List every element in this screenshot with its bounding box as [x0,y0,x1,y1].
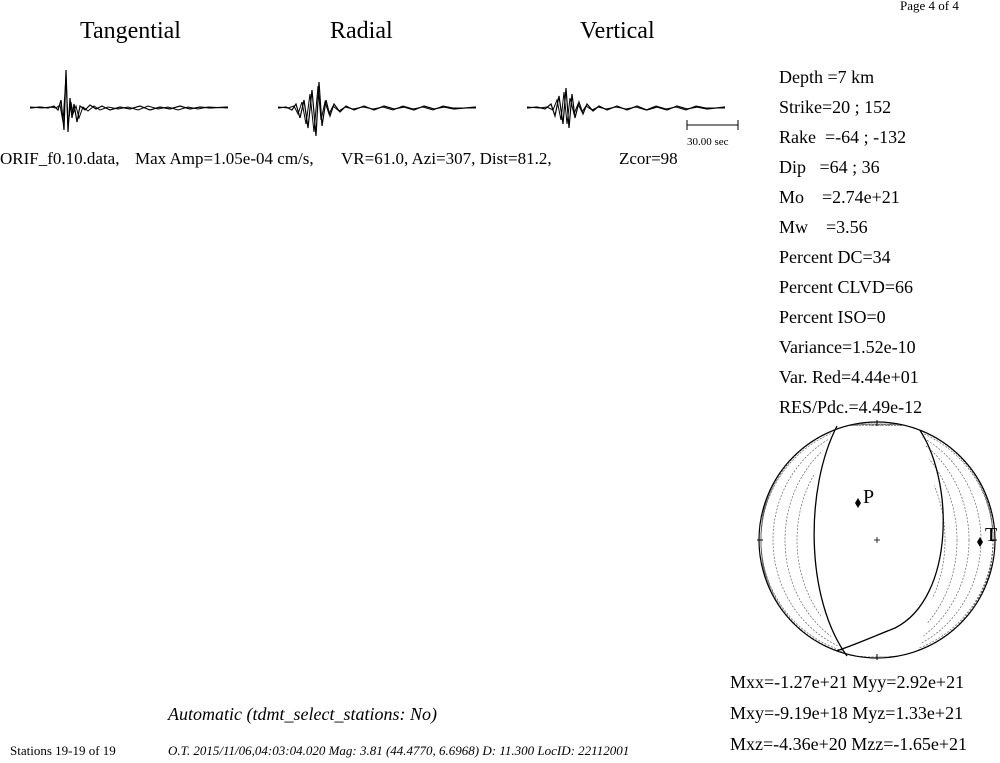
scale-bar-label: 30.00 sec [687,136,729,148]
radial-waveform [278,60,478,150]
rake-value: Rake =-64 ; -132 [779,127,907,147]
variance-value: Variance=1.52e-10 [779,337,916,357]
percent-iso-value: Percent ISO=0 [779,307,886,327]
station-file: ORIF_f0.10.data, [0,149,120,168]
station-vr-azi-dist: VR=61.0, Azi=307, Dist=81.2, [341,149,552,168]
strike-value: Strike=20 ; 152 [779,97,892,117]
moment-tensor-row-2: Mxy=-9.19e+18 Myz=1.33e+21 [730,703,964,723]
vertical-title: Vertical [580,18,655,44]
solution-parameters [779,62,922,422]
radial-title: Radial [330,18,393,44]
percent-dc-value: Percent DC=34 [779,247,891,267]
page-label: Page 4 of 4 [900,0,959,13]
depth-value: Depth =7 km [779,67,875,87]
stations-count: Stations 19-19 of 19 [10,743,116,758]
t-axis-label: T [985,524,998,546]
moment-tensor-row-1: Mxx=-1.27e+21 Myy=2.92e+21 [730,672,965,692]
vertical-waveform [527,60,742,140]
tangential-waveform [30,60,230,140]
mw-value: Mw =3.56 [779,217,868,237]
station-max-amp: Max Amp=1.05e-04 cm/s, [135,149,314,168]
p-axis-label: P [863,486,875,508]
mo-value: Mo =2.74e+21 [779,187,900,207]
dip-value: Dip =64 ; 36 [779,157,880,177]
focal-mechanism-beachball [755,418,1000,663]
station-zcor: Zcor=98 [619,149,678,168]
automatic-selection-note: Automatic (tdmt_select_stations: No) [168,704,437,724]
origin-info: O.T. 2015/11/06,04:03:04.020 Mag: 3.81 (44.4770, 6.6968) D: 11.300 LocID: 22112001 [168,743,630,758]
var-red-value: Var. Red=4.44e+01 [779,367,919,387]
percent-clvd-value: Percent CLVD=66 [779,277,913,297]
res-pdc-value: RES/Pdc.=4.49e-12 [779,397,923,417]
moment-tensor-row-3: Mxz=-4.36e+20 Mzz=-1.65e+21 [730,734,968,754]
tangential-title: Tangential [80,18,181,44]
